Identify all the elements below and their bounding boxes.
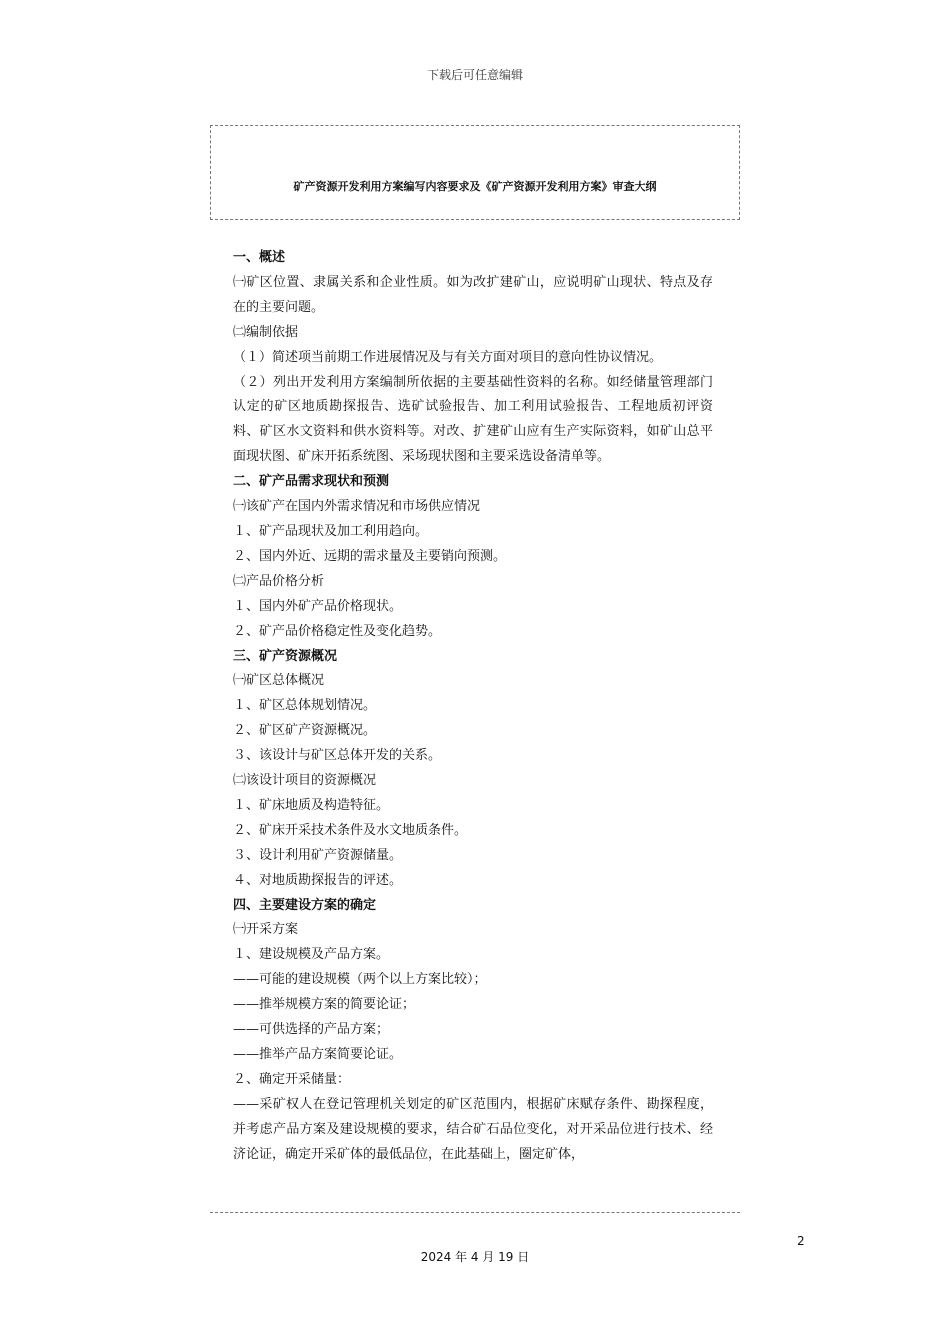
footer-divider — [210, 1212, 740, 1213]
body-line: ２、国内外近、远期的需求量及主要销向预测。 — [233, 548, 507, 564]
header-note: 下载后可任意编辑 — [426, 68, 523, 82]
footer-date: 2024 年 4 月 19 日 — [420, 1250, 530, 1264]
body-line: ２、确定开采储量： — [233, 1071, 351, 1087]
body-line: ４、对地质勘探报告的评述。 — [233, 872, 403, 888]
section-heading: 三、矿产资源概况 — [233, 648, 338, 664]
body-line: ２、矿产品价格稳定性及变化趋势。 — [233, 623, 442, 639]
body-line: １、矿床地质及构造特征。 — [233, 797, 390, 813]
body-line: ——可供选择的产品方案； — [233, 1022, 390, 1038]
body-line: ——可能的建设规模（两个以上方案比较）； — [233, 972, 487, 988]
body-line: ——采矿权人在登记管理机关划定的矿区范围内，根据矿床赋存条件、勘探程度，并考虑产品方案及建设规模的要求，结合矿石品位变化，对开采品位进行技术、经济论证，确定开采矿体的最低品位，在此基础上，圈定矿体， — [233, 1096, 713, 1162]
body-line: ㈠该矿产在国内外需求情况和市场供应情况 — [233, 499, 481, 515]
body-line: ㈠开采方案 — [233, 922, 299, 938]
title-box — [210, 125, 740, 220]
body-line: １、国内外矿产品价格现状。 — [233, 598, 403, 614]
body-line: ㈠矿区位置、隶属关系和企业性质。如为改扩建矿山，应说明矿山现状、特点及存在的主要问题。 — [233, 274, 713, 315]
body-line: ２、矿区矿产资源概况。 — [233, 723, 377, 739]
body-line: ——推举规模方案的简要论证； — [233, 997, 416, 1013]
body-line: ㈡编制依据 — [233, 324, 299, 340]
body-line: ３、该设计与矿区总体开发的关系。 — [233, 748, 442, 764]
page-number: 2 — [797, 1234, 805, 1248]
body-line: ——推举产品方案简要论证。 — [233, 1047, 403, 1062]
document-body — [233, 246, 713, 1168]
section-heading: 一、概述 — [233, 250, 286, 265]
body-line: ㈡产品价格分析 — [233, 573, 325, 589]
body-line: １、矿产品现状及加工利用趋向。 — [233, 523, 429, 539]
body-line: （１）简述项当前期工作进展情况及与有关方面对项目的意向性协议情况。 — [233, 349, 663, 365]
section-heading: 二、矿产品需求现状和预测 — [233, 474, 390, 490]
body-line: ㈠矿区总体概况 — [233, 673, 325, 689]
document-title: 矿产资源开发利用方案编写内容要求及《矿产资源开发利用方案》审查大纲 — [293, 180, 657, 193]
body-line: ３、设计利用矿产资源储量。 — [233, 847, 403, 863]
body-line: １、建设规模及产品方案。 — [233, 947, 390, 963]
body-line: １、矿区总体规划情况。 — [233, 698, 377, 714]
body-line: ２、矿床开采技术条件及水文地质条件。 — [233, 822, 468, 838]
section-heading: 四、主要建设方案的确定 — [233, 897, 377, 913]
body-line: （２）列出开发利用方案编制所依据的主要基础性资料的名称。如经储量管理部门认定的矿区地质勘探报告、选矿试验报告、加工利用试验报告、工程地质初评资料、矿区水文资料和供水资料等。对改、扩建矿山应有生产实际资料，如矿山总平面现状图、矿床开拓系统图、采场现状图和主要采选设备清单等。 — [233, 374, 713, 465]
body-line: ㈡该设计项目的资源概况 — [233, 773, 377, 789]
